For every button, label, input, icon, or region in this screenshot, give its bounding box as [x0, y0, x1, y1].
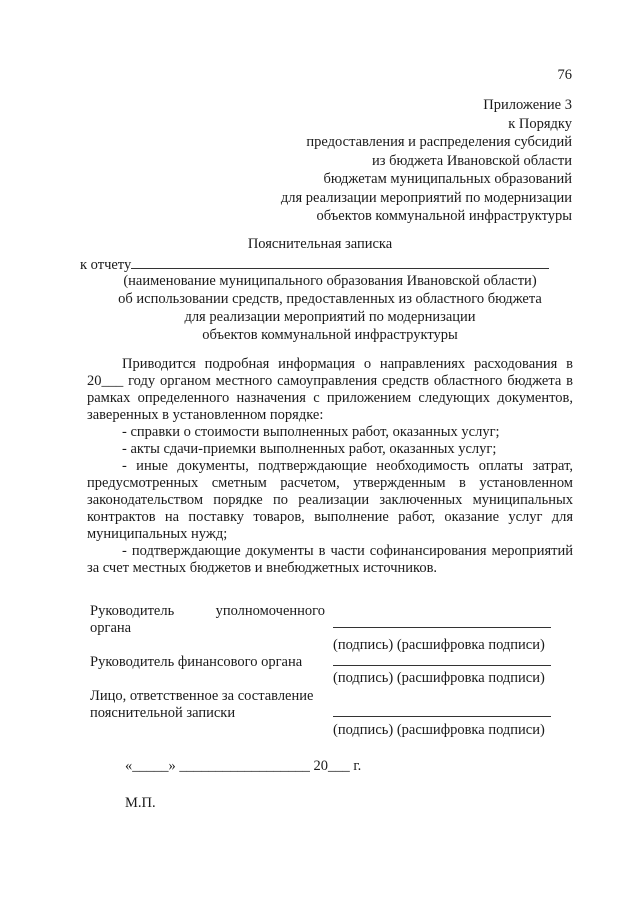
signature-label-finance: Руководитель финансового органа	[90, 654, 303, 670]
signature-line	[333, 715, 551, 717]
signature-label-authorized: Руководитель уполномоченного	[90, 603, 325, 619]
body-text	[87, 356, 573, 577]
signature-caption: (подпись) (расшифровка подписи)	[333, 637, 545, 653]
subtitle-line: для реализации мероприятий по модернизации	[184, 309, 476, 325]
document-title: Пояснительная записка	[247, 236, 393, 252]
page-number: 76	[557, 67, 572, 83]
signature-label-authorized-cont: органа	[90, 620, 132, 636]
signature-line	[333, 626, 551, 628]
body-list-item: - справки о стоимости выполненных работ, оказанных услуг;	[122, 424, 500, 440]
subtitle-line: объектов коммунальной инфраструктуры	[202, 327, 458, 343]
subtitle-prefix: к отчету	[80, 257, 132, 273]
signature-label-responsible: Лицо, ответственное за составление	[90, 688, 314, 704]
signature-caption: (подпись) (расшифровка подписи)	[333, 722, 545, 738]
body-list-item: - подтверждающие документы в части софинансирования мероприятий за счет местных бюджетов и внебюджетных источников.	[87, 543, 573, 576]
signature-line	[333, 664, 551, 666]
subtitle-first-line	[80, 255, 580, 273]
appendix-line: для реализации мероприятий по модернизации	[280, 189, 572, 206]
body-list-item: - иные документы, подтверждающие необходимость оплаты затрат, предусмотренных сметным расчетом, утвержденным в установленном законодательством порядке по реализации заключенных муниципальных контрактов на поставку товаров, выполнение работ, оказание услуг для муниципальных нужд;	[87, 458, 573, 542]
blank-underline	[131, 255, 549, 269]
body-paragraph: Приводится подробная информация о направлениях расходования в 20___ году органом местного самоуправления средств областного бюджета в рамках определенного назначения с приложением следующих документов, заверенных в установленном порядке:	[87, 356, 573, 423]
date-line: «_____» __________________ 20___ г.	[125, 758, 362, 774]
appendix-line: Приложение 3	[483, 97, 572, 113]
stamp-placeholder: М.П.	[125, 795, 156, 811]
subtitle-line: об использовании средств, предоставленных из областного бюджета	[118, 291, 542, 307]
appendix-line: бюджетам муниципальных образований	[323, 171, 572, 187]
appendix-line: объектов коммунальной инфраструктуры	[316, 208, 572, 224]
signature-label-responsible-cont: пояснительной записки	[90, 705, 236, 721]
body-list-item: - акты сдачи-приемки выполненных работ, оказанных услуг;	[122, 441, 497, 457]
signature-caption: (подпись) (расшифровка подписи)	[333, 670, 545, 686]
document-subtitle	[80, 255, 580, 345]
subtitle-line: (наименование муниципального образования Ивановской области)	[123, 273, 537, 289]
appendix-line: предоставления и распределения субсидий	[306, 134, 572, 150]
appendix-line: из бюджета Ивановской области	[372, 152, 572, 169]
appendix-header	[230, 97, 572, 227]
appendix-line: к Порядку	[508, 115, 572, 132]
